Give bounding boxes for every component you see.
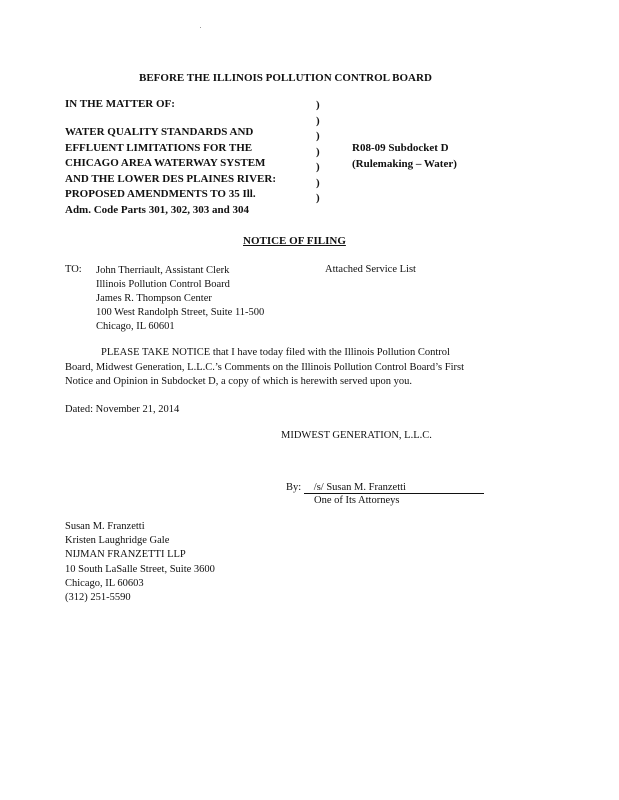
dated-line: Dated: November 21, 2014 xyxy=(65,404,180,415)
by-label: By: xyxy=(286,482,302,493)
notice-title: NOTICE OF FILING xyxy=(243,235,346,247)
service-list: Attached Service List xyxy=(325,264,416,275)
body-line: Notice and Opinion in Subdocket D, a copy of which is herewith served upon you. xyxy=(65,376,413,387)
docket-number: R08-09 Subdocket D xyxy=(352,142,449,154)
recipient-line: James R. Thompson Center xyxy=(96,293,212,304)
paren: ) xyxy=(316,192,320,204)
matter-line: CHICAGO AREA WATERWAY SYSTEM xyxy=(65,157,266,169)
body-line: Board, Midwest Generation, L.L.C.’s Comments on the Illinois Pollution Control Board’s First xyxy=(65,361,464,373)
paren: ) xyxy=(316,161,320,173)
recipient-line: Chicago, IL 60601 xyxy=(96,321,175,332)
paren: ) xyxy=(316,114,320,127)
attorney-contact xyxy=(65,520,215,605)
matter-line: EFFLUENT LIMITATIONS FOR THE xyxy=(65,141,253,154)
paren: ) xyxy=(316,99,320,111)
signature-line xyxy=(304,482,484,494)
docket-info xyxy=(352,141,457,172)
recipient-line: John Therriault, Assistant Clerk xyxy=(96,265,230,276)
signer-role: One of Its Attorneys xyxy=(314,495,400,506)
attorney-line: 10 South LaSalle Street, Suite 3600 xyxy=(65,563,215,575)
attorney-line: (312) 251-5590 xyxy=(65,592,131,604)
signature-text: /s/ Susan M. Franzetti xyxy=(313,482,406,493)
matter-line: PROPOSED AMENDMENTS TO 35 Ill. xyxy=(65,188,256,200)
matter-description xyxy=(65,125,276,218)
attorney-line: Chicago, IL 60603 xyxy=(65,577,144,589)
caption-divider xyxy=(316,98,320,207)
to-label: TO: xyxy=(65,264,82,275)
attorney-line: Susan M. Franzetti xyxy=(65,521,145,532)
matter-line: WATER QUALITY STANDARDS AND xyxy=(65,126,254,138)
attorney-line: NIJMAN FRANZETTI LLP xyxy=(65,549,186,561)
notice-body xyxy=(65,346,555,390)
matter-line: Adm. Code Parts 301, 302, 303 and 304 xyxy=(65,203,249,216)
signature-row xyxy=(286,482,484,494)
docket-type: (Rulemaking – Water) xyxy=(352,157,457,170)
board-title: BEFORE THE ILLINOIS POLLUTION CONTROL BOARD xyxy=(139,72,432,84)
recipient-line: Illinois Pollution Control Board xyxy=(96,279,230,290)
matter-line: AND THE LOWER DES PLAINES RIVER: xyxy=(65,172,276,185)
recipient-line: 100 West Randolph Street, Suite 11-500 xyxy=(96,307,265,318)
paren: ) xyxy=(316,130,320,142)
matter-label: IN THE MATTER OF: xyxy=(65,98,175,110)
scan-speck xyxy=(200,27,201,28)
attorney-line: Kristen Laughridge Gale xyxy=(65,535,170,547)
paren: ) xyxy=(316,145,320,158)
recipient-address xyxy=(96,264,264,334)
company-name: MIDWEST GENERATION, L.L.C. xyxy=(281,430,432,441)
paren: ) xyxy=(316,176,320,189)
body-line: PLEASE TAKE NOTICE that I have today filed with the Illinois Pollution Control xyxy=(101,347,450,358)
